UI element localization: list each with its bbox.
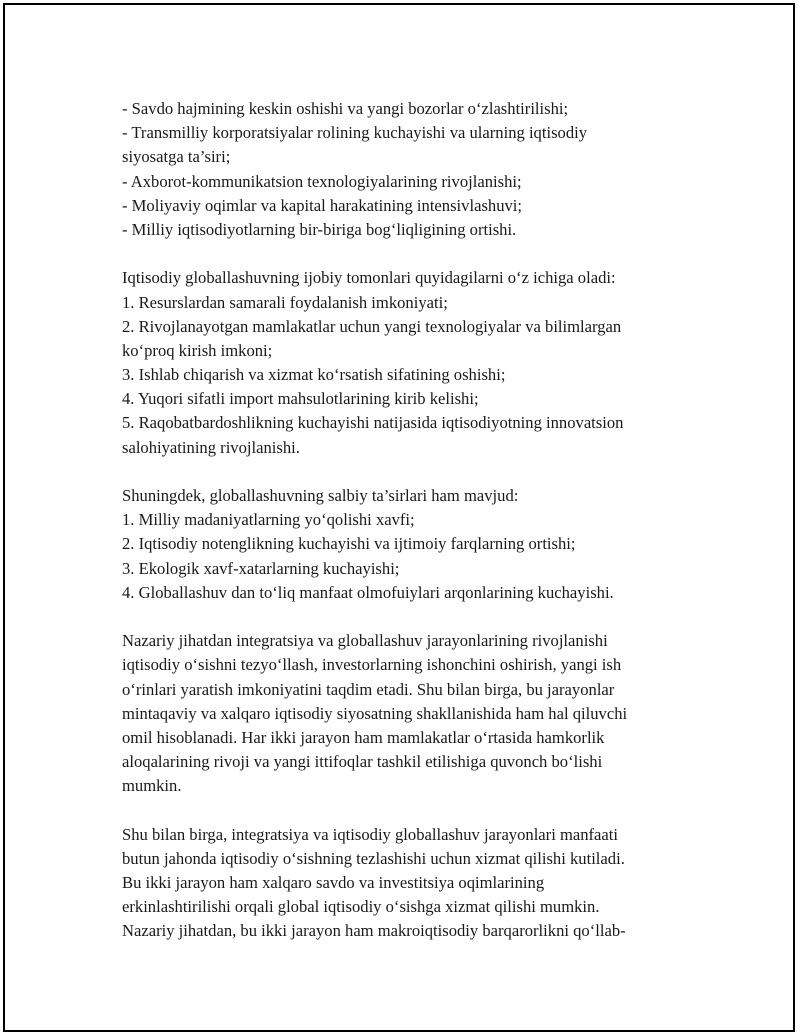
text-line: omil hisoblanadi. Har ikki jarayon ham mamlakatlar o‘rtasida hamkorlik bbox=[122, 727, 605, 747]
paragraph-2 bbox=[122, 266, 692, 460]
text-line: Nazariy jihatdan, bu ikki jarayon ham makroiqtisodiy barqarorlikni qo‘llab- bbox=[122, 921, 626, 941]
text-line: Nazariy jihatdan integratsiya va globallashuv jarayonlarining rivojlanishi bbox=[122, 631, 608, 651]
text-line: mumkin. bbox=[122, 776, 182, 796]
text-line: - Savdo hajmining keskin oshishi va yangi bozorlar o‘zlashtirilishi; bbox=[122, 99, 569, 118]
text-line: salohiyatining rivojlanishi. bbox=[122, 437, 300, 457]
text-line: 3. Ekologik xavf-xatarlarning kuchayishi; bbox=[122, 558, 400, 578]
document-body bbox=[122, 97, 692, 944]
text-line: 1. Resurslardan samarali foydalanish imkoniyati; bbox=[122, 292, 448, 312]
paragraph-4 bbox=[122, 629, 692, 798]
text-line: Shu bilan birga, integratsiya va iqtisodiy globallashuv jarayonlari manfaati bbox=[122, 824, 619, 844]
paragraph-5 bbox=[122, 823, 692, 944]
text-line: - Milliy iqtisodiyotlarning bir-biriga bog‘liqligining ortishi. bbox=[122, 219, 517, 239]
text-line: 2. Iqtisodiy notenglikning kuchayishi va ijtimoiy farqlarning ortishi; bbox=[122, 534, 576, 554]
text-line: Bu ikki jarayon ham xalqaro savdo va investitsiya oqimlarining bbox=[122, 873, 545, 892]
text-line: - Transmilliy korporatsiyalar rolining kuchayishi va ularning iqtisodiy bbox=[122, 123, 588, 143]
paragraph-gap bbox=[122, 460, 692, 484]
text-line: - Axborot-kommunikatsion texnologiyalarining rivojlanishi; bbox=[122, 171, 522, 191]
text-line: ko‘proq kirish imkoni; bbox=[122, 340, 273, 360]
text-line: iqtisodiy o‘sishni tezyo‘llash, investorlarning ishonchini oshirish, yangi ish bbox=[122, 655, 622, 675]
text-line: Iqtisodiy globallashuvning ijobiy tomonlari quyidagilarni o‘z ichiga oladi: bbox=[122, 268, 616, 288]
text-line: aloqalarining rivoji va yangi ittifoqlar tashkil etilishiga quvonch bo‘lishi bbox=[122, 752, 603, 772]
paragraph-1 bbox=[122, 97, 692, 242]
paragraph-3 bbox=[122, 484, 692, 605]
text-line: siyosatga ta’siri; bbox=[122, 147, 231, 167]
text-line: 1. Milliy madaniyatlarning yo‘qolishi xavfi; bbox=[122, 510, 415, 530]
text-line: mintaqaviy va xalqaro iqtisodiy siyosatning shakllanishida ham hal qiluvchi bbox=[122, 703, 628, 723]
text-line: 5. Raqobatbardoshlikning kuchayishi natijasida iqtisodiyotning innovatsion bbox=[122, 413, 624, 433]
paragraph-gap bbox=[122, 798, 692, 822]
paragraph-gap bbox=[122, 242, 692, 266]
paragraph-gap bbox=[122, 605, 692, 629]
text-line: 2. Rivojlanayotgan mamlakatlar uchun yangi texnologiyalar va bilimlargan bbox=[122, 316, 622, 336]
text-line: 4. Yuqori sifatli import mahsulotlarining kirib kelishi; bbox=[122, 389, 479, 409]
text-line: Shuningdek, globallashuvning salbiy ta’sirlari ham mavjud: bbox=[122, 486, 519, 505]
page-frame bbox=[3, 3, 795, 1032]
text-line: 3. Ishlab chiqarish va xizmat ko‘rsatish sifatining oshishi; bbox=[122, 365, 506, 385]
text-line: butun jahonda iqtisodiy o‘sishning tezlashishi uchun xizmat qilishi kutiladi. bbox=[122, 848, 625, 868]
text-line: - Moliyaviy oqimlar va kapital harakatining intensivlashuvi; bbox=[122, 195, 523, 215]
text-line: erkinlashtirilishi orqali global iqtisodiy o‘sishga xizmat qilishi mumkin. bbox=[122, 897, 600, 917]
text-line: o‘rinlari yaratish imkoniyatini taqdim etadi. Shu bilan birga, bu jarayonlar bbox=[122, 679, 615, 699]
text-line: 4. Globallashuv dan to‘liq manfaat olmofuiylari arqonlarining kuchayishi. bbox=[122, 582, 614, 602]
